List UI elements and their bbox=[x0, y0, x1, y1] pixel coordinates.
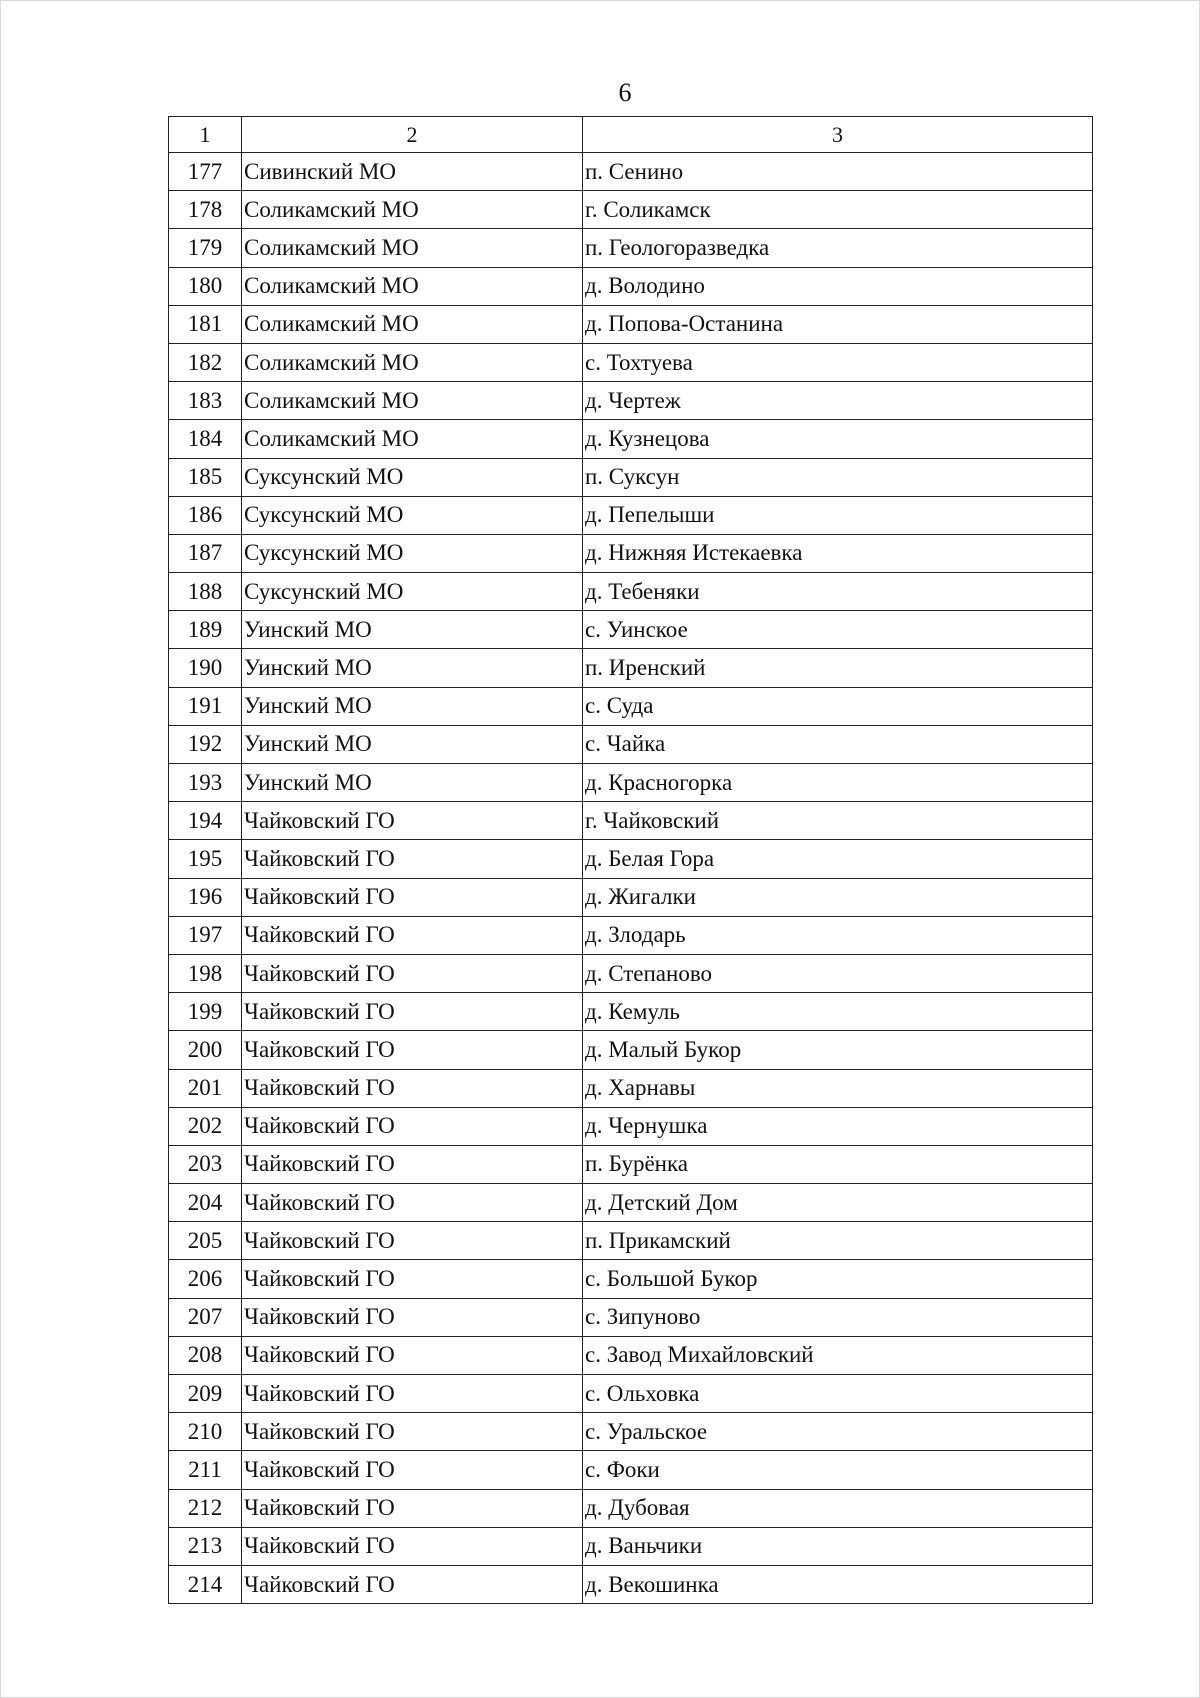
municipality-cell: Чайковский ГО bbox=[242, 1298, 583, 1336]
row-number-cell: 207 bbox=[169, 1298, 242, 1336]
settlement-cell: д. Ваньчики bbox=[583, 1527, 1093, 1565]
table-row bbox=[169, 764, 1093, 802]
settlement-cell: д. Тебеняки bbox=[583, 573, 1093, 611]
municipality-cell: Чайковский ГО bbox=[242, 993, 583, 1031]
settlement-cell: п. Сенино bbox=[583, 153, 1093, 191]
row-number-cell: 211 bbox=[169, 1451, 242, 1489]
row-number-cell: 200 bbox=[169, 1031, 242, 1069]
table-row bbox=[169, 687, 1093, 725]
settlement-cell: д. Малый Букор bbox=[583, 1031, 1093, 1069]
row-number-cell: 198 bbox=[169, 954, 242, 992]
row-number-cell: 196 bbox=[169, 878, 242, 916]
row-number-cell: 184 bbox=[169, 420, 242, 458]
settlement-cell: с. Фоки bbox=[583, 1451, 1093, 1489]
settlement-cell: д. Харнавы bbox=[583, 1069, 1093, 1107]
row-number-cell: 210 bbox=[169, 1413, 242, 1451]
settlement-cell: д. Белая Гора bbox=[583, 840, 1093, 878]
table-row bbox=[169, 305, 1093, 343]
table-row bbox=[169, 1031, 1093, 1069]
table-header-row bbox=[169, 117, 1093, 153]
row-number-cell: 181 bbox=[169, 305, 242, 343]
municipality-cell: Чайковский ГО bbox=[242, 1565, 583, 1603]
row-number-cell: 183 bbox=[169, 382, 242, 420]
row-number-cell: 205 bbox=[169, 1222, 242, 1260]
municipality-cell: Соликамский МО bbox=[242, 305, 583, 343]
settlement-cell: с. Завод Михайловский bbox=[583, 1336, 1093, 1374]
table-row bbox=[169, 229, 1093, 267]
table-body bbox=[169, 117, 1093, 1604]
settlement-cell: с. Ольховка bbox=[583, 1375, 1093, 1413]
municipality-cell: Уинский МО bbox=[242, 725, 583, 763]
table-row bbox=[169, 611, 1093, 649]
table-row bbox=[169, 420, 1093, 458]
settlement-cell: п. Прикамский bbox=[583, 1222, 1093, 1260]
settlement-cell: д. Нижняя Истекаевка bbox=[583, 534, 1093, 572]
row-number-cell: 178 bbox=[169, 191, 242, 229]
table-row bbox=[169, 1565, 1093, 1603]
table-row bbox=[169, 1222, 1093, 1260]
table-row bbox=[169, 1145, 1093, 1183]
municipality-cell: Уинский МО bbox=[242, 611, 583, 649]
settlement-cell: с. Уинское bbox=[583, 611, 1093, 649]
settlement-cell: д. Кемуль bbox=[583, 993, 1093, 1031]
municipality-cell: Чайковский ГО bbox=[242, 1260, 583, 1298]
municipality-cell: Чайковский ГО bbox=[242, 916, 583, 954]
table-row bbox=[169, 153, 1093, 191]
table-row bbox=[169, 878, 1093, 916]
settlement-cell: д. Чернушка bbox=[583, 1107, 1093, 1145]
table-row bbox=[169, 1298, 1093, 1336]
row-number-cell: 179 bbox=[169, 229, 242, 267]
municipality-cell: Чайковский ГО bbox=[242, 802, 583, 840]
row-number-cell: 187 bbox=[169, 534, 242, 572]
row-number-cell: 209 bbox=[169, 1375, 242, 1413]
municipality-cell: Сивинский МО bbox=[242, 153, 583, 191]
municipality-cell: Чайковский ГО bbox=[242, 1413, 583, 1451]
row-number-cell: 180 bbox=[169, 267, 242, 305]
settlement-cell: д. Степаново bbox=[583, 954, 1093, 992]
row-number-cell: 188 bbox=[169, 573, 242, 611]
row-number-cell: 177 bbox=[169, 153, 242, 191]
row-number-cell: 212 bbox=[169, 1489, 242, 1527]
row-number-cell: 195 bbox=[169, 840, 242, 878]
header-cell-3: 3 bbox=[583, 117, 1093, 153]
row-number-cell: 214 bbox=[169, 1565, 242, 1603]
settlement-cell: д. Детский Дом bbox=[583, 1184, 1093, 1222]
row-number-cell: 192 bbox=[169, 725, 242, 763]
table-row bbox=[169, 649, 1093, 687]
settlement-cell: г. Чайковский bbox=[583, 802, 1093, 840]
municipality-cell: Соликамский МО bbox=[242, 229, 583, 267]
municipality-cell: Суксунский МО bbox=[242, 573, 583, 611]
settlement-cell: с. Суда bbox=[583, 687, 1093, 725]
settlement-cell: д. Жигалки bbox=[583, 878, 1093, 916]
municipality-cell: Чайковский ГО bbox=[242, 954, 583, 992]
municipality-cell: Суксунский МО bbox=[242, 496, 583, 534]
settlement-cell: д. Пепелыши bbox=[583, 496, 1093, 534]
settlement-cell: д. Чертеж bbox=[583, 382, 1093, 420]
row-number-cell: 186 bbox=[169, 496, 242, 534]
municipality-cell: Суксунский МО bbox=[242, 534, 583, 572]
table-row bbox=[169, 343, 1093, 381]
municipality-cell: Чайковский ГО bbox=[242, 840, 583, 878]
municipality-cell: Чайковский ГО bbox=[242, 1031, 583, 1069]
municipality-cell: Уинский МО bbox=[242, 649, 583, 687]
row-number-cell: 191 bbox=[169, 687, 242, 725]
table-row bbox=[169, 1107, 1093, 1145]
table-row bbox=[169, 496, 1093, 534]
settlement-cell: с. Зипуново bbox=[583, 1298, 1093, 1336]
municipality-cell: Уинский МО bbox=[242, 764, 583, 802]
municipality-cell: Чайковский ГО bbox=[242, 1336, 583, 1374]
settlement-cell: с. Чайка bbox=[583, 725, 1093, 763]
settlement-cell: с. Большой Букор bbox=[583, 1260, 1093, 1298]
row-number-cell: 208 bbox=[169, 1336, 242, 1374]
row-number-cell: 185 bbox=[169, 458, 242, 496]
table-row bbox=[169, 1489, 1093, 1527]
settlement-cell: д. Кузнецова bbox=[583, 420, 1093, 458]
table-row bbox=[169, 1069, 1093, 1107]
settlement-cell: г. Соликамск bbox=[583, 191, 1093, 229]
settlement-cell: с. Тохтуева bbox=[583, 343, 1093, 381]
page-number: 6 bbox=[618, 78, 632, 107]
row-number-cell: 202 bbox=[169, 1107, 242, 1145]
settlement-cell: п. Иренский bbox=[583, 649, 1093, 687]
row-number-cell: 204 bbox=[169, 1184, 242, 1222]
settlements-table bbox=[168, 116, 1093, 1604]
table-row bbox=[169, 1184, 1093, 1222]
municipality-cell: Чайковский ГО bbox=[242, 1489, 583, 1527]
municipality-cell: Чайковский ГО bbox=[242, 1222, 583, 1260]
table-row bbox=[169, 267, 1093, 305]
row-number-cell: 189 bbox=[169, 611, 242, 649]
table-row bbox=[169, 954, 1093, 992]
municipality-cell: Чайковский ГО bbox=[242, 1375, 583, 1413]
municipality-cell: Чайковский ГО bbox=[242, 1527, 583, 1565]
table-row bbox=[169, 1413, 1093, 1451]
table-row bbox=[169, 840, 1093, 878]
municipality-cell: Соликамский МО bbox=[242, 343, 583, 381]
municipality-cell: Суксунский МО bbox=[242, 458, 583, 496]
municipality-cell: Соликамский МО bbox=[242, 191, 583, 229]
settlement-cell: п. Суксун bbox=[583, 458, 1093, 496]
table-row bbox=[169, 993, 1093, 1031]
settlement-cell: д. Попова-Останина bbox=[583, 305, 1093, 343]
row-number-cell: 190 bbox=[169, 649, 242, 687]
row-number-cell: 206 bbox=[169, 1260, 242, 1298]
municipality-cell: Чайковский ГО bbox=[242, 1107, 583, 1145]
table-row bbox=[169, 916, 1093, 954]
table-row bbox=[169, 1451, 1093, 1489]
table-row bbox=[169, 191, 1093, 229]
table-row bbox=[169, 1260, 1093, 1298]
settlement-cell: д. Красногорка bbox=[583, 764, 1093, 802]
row-number-cell: 201 bbox=[169, 1069, 242, 1107]
settlement-cell: п. Бурёнка bbox=[583, 1145, 1093, 1183]
table-row bbox=[169, 382, 1093, 420]
row-number-cell: 193 bbox=[169, 764, 242, 802]
table-row bbox=[169, 1527, 1093, 1565]
municipality-cell: Чайковский ГО bbox=[242, 1069, 583, 1107]
municipality-cell: Чайковский ГО bbox=[242, 1184, 583, 1222]
municipality-cell: Соликамский МО bbox=[242, 420, 583, 458]
table-row bbox=[169, 573, 1093, 611]
municipality-cell: Уинский МО bbox=[242, 687, 583, 725]
row-number-cell: 203 bbox=[169, 1145, 242, 1183]
municipality-cell: Чайковский ГО bbox=[242, 1145, 583, 1183]
table-row bbox=[169, 725, 1093, 763]
settlement-cell: п. Геологоразведка bbox=[583, 229, 1093, 267]
table-row bbox=[169, 1375, 1093, 1413]
row-number-cell: 182 bbox=[169, 343, 242, 381]
settlement-cell: с. Уральское bbox=[583, 1413, 1093, 1451]
row-number-cell: 197 bbox=[169, 916, 242, 954]
header-cell-1: 1 bbox=[169, 117, 242, 153]
settlement-cell: д. Дубовая bbox=[583, 1489, 1093, 1527]
municipality-cell: Чайковский ГО bbox=[242, 1451, 583, 1489]
settlement-cell: д. Володино bbox=[583, 267, 1093, 305]
settlement-cell: д. Векошинка bbox=[583, 1565, 1093, 1603]
municipality-cell: Соликамский МО bbox=[242, 382, 583, 420]
municipality-cell: Чайковский ГО bbox=[242, 878, 583, 916]
header-cell-2: 2 bbox=[242, 117, 583, 153]
row-number-cell: 213 bbox=[169, 1527, 242, 1565]
row-number-cell: 199 bbox=[169, 993, 242, 1031]
row-number-cell: 194 bbox=[169, 802, 242, 840]
settlement-cell: д. Злодарь bbox=[583, 916, 1093, 954]
table-row bbox=[169, 802, 1093, 840]
table-row bbox=[169, 534, 1093, 572]
municipality-cell: Соликамский МО bbox=[242, 267, 583, 305]
table-row bbox=[169, 458, 1093, 496]
table-row bbox=[169, 1336, 1093, 1374]
